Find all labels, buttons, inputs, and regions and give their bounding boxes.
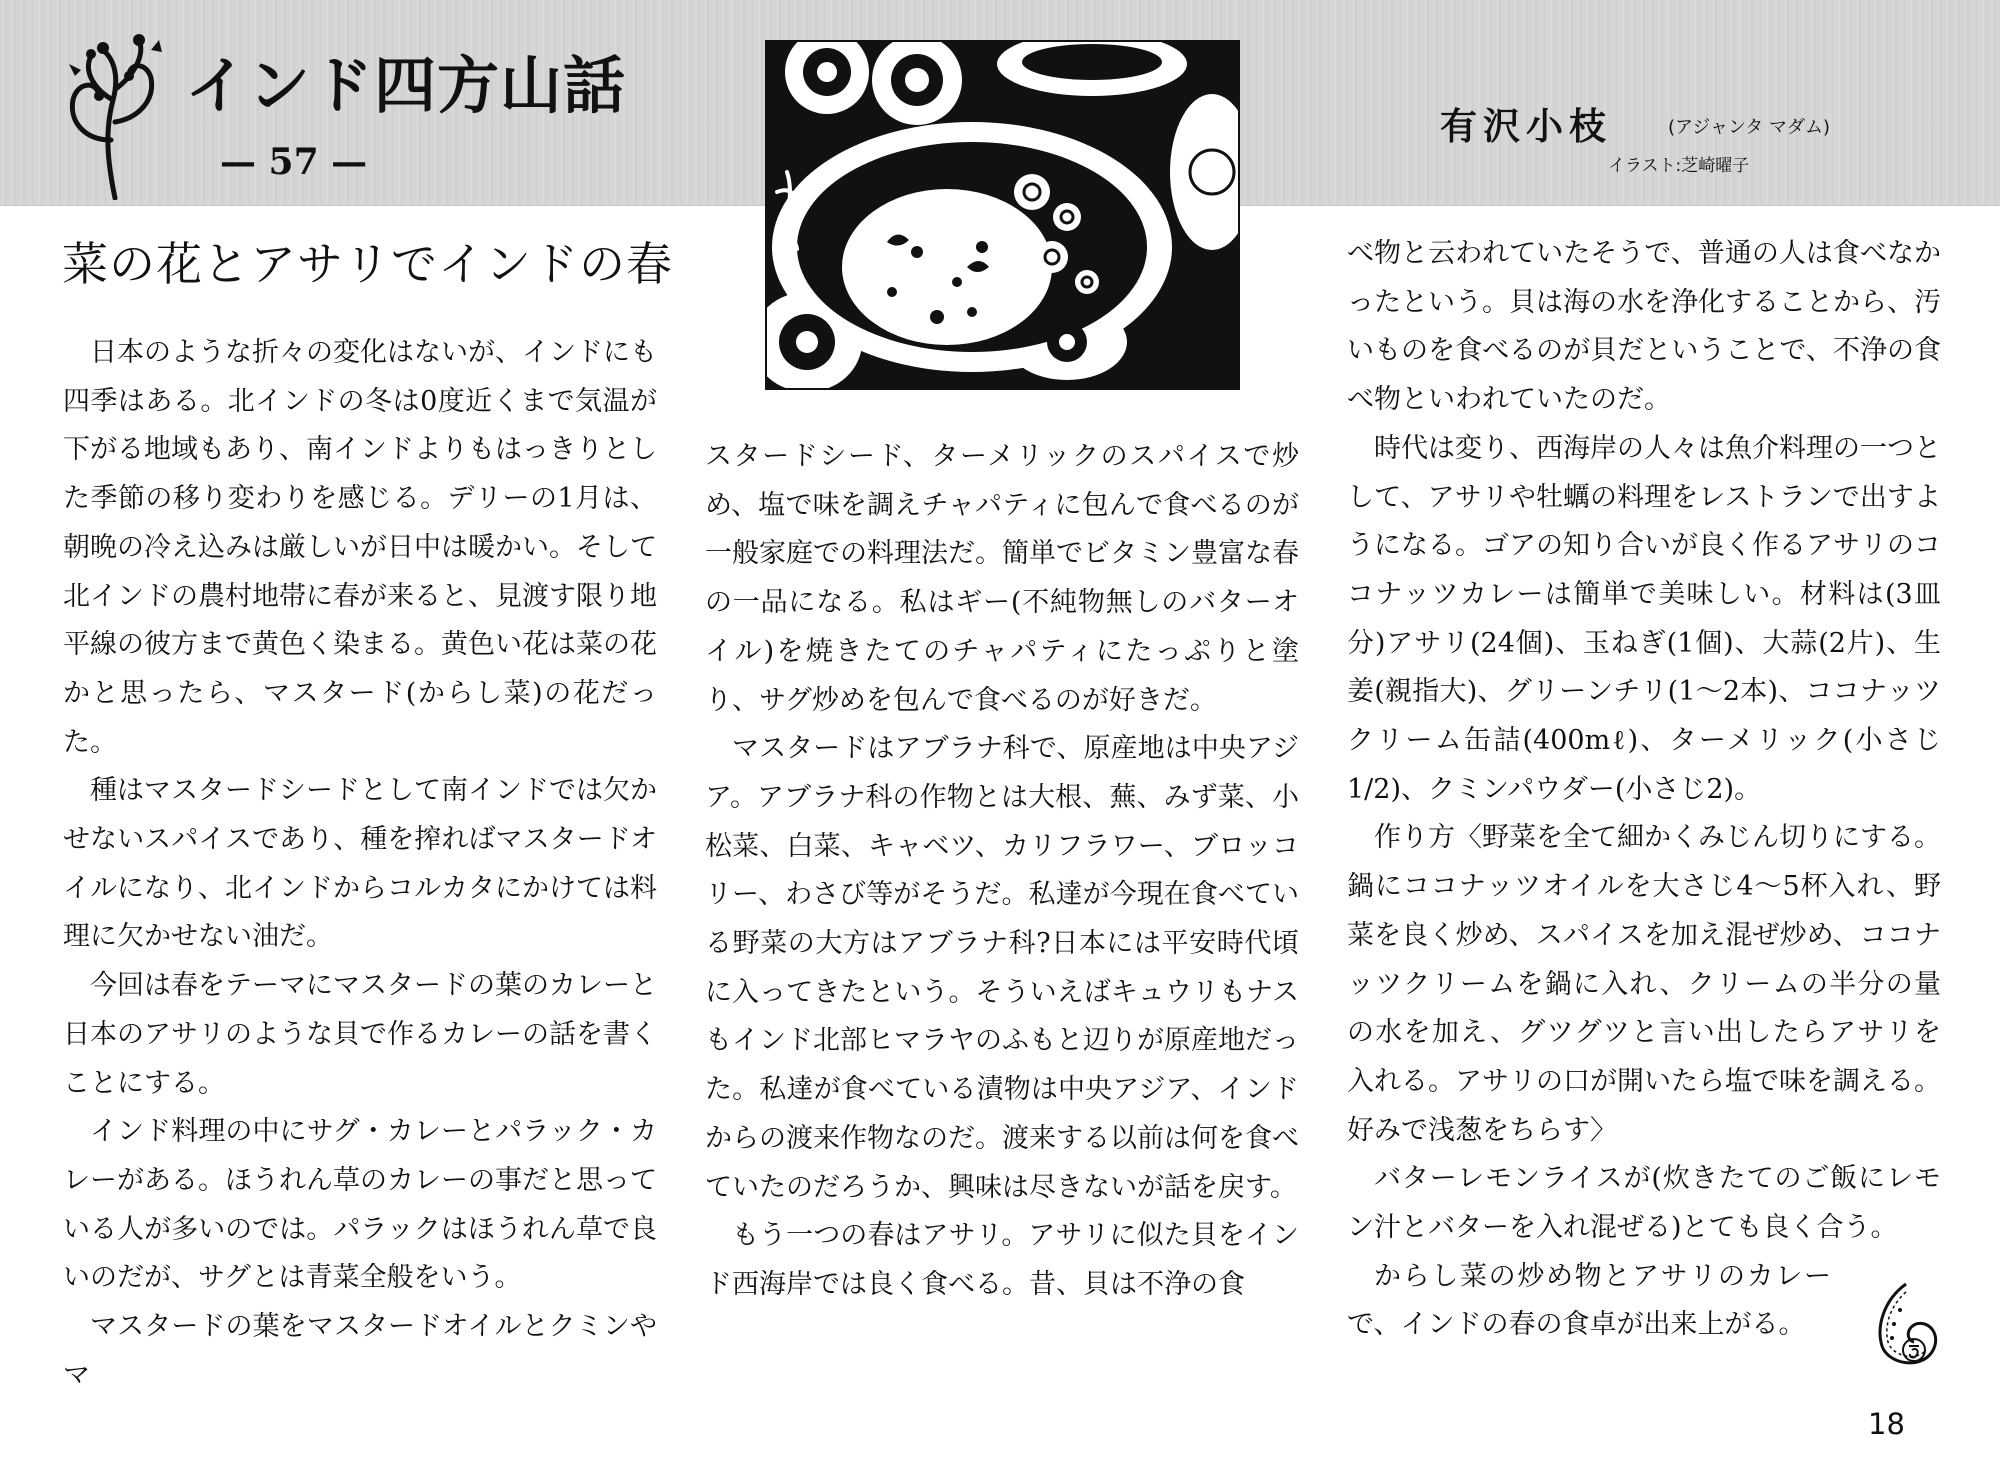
food-plates-illustration — [765, 40, 1240, 390]
paragraph: バターレモンライスが(炊きたてのご飯にレモン汁とバターを入れ混ぜる)とても良く合う。 — [1347, 1163, 1941, 1244]
illustrator-credit: イラスト:芝崎曜子 — [1608, 156, 1750, 176]
paragraph: からし菜の炒め物とアサリのカレーで、インドの春の食卓が出来上がる。 — [1347, 1260, 1831, 1341]
paragraph: 作り方〈野菜を全て細かくみじん切りにする。鍋にココナッツオイルを大さじ4〜5杯入れ、野菜を良く炒め、スパイスを加え混ぜ炒め、ココナッツクリームを鍋に入れ、クリームの半分の量の水を加え、グツグツと言い出したらアサリを入れる。アサリの口が開いたら塩で味を調える。好みで浅葱をちらす〉 — [1347, 822, 1941, 1146]
episode-number: — 57 — — [220, 141, 368, 183]
paragraph: マスタードはアブラナ科で、原産地は中央アジア。アブラナ科の作物とは大根、蕪、みず菜、小松菜、白菜、キャベツ、カリフラワー、ブロッコリー、わさび等がそうだ。私達が今現在食べている野菜の大方はアブラナ科?日本には平安時代頃に入ってきたという。そういえばキュウリもナスもインド北部ヒマラヤのふもと辺りが原産地だった。私達が食べている漬物は中央アジア、インドからの渡来作物なのだ。渡来する以前は何を食べていたのだろうか、興味は尽きないが話を戻す。 — [705, 733, 1299, 1203]
author-role: (アジャンタ マダム) — [1668, 117, 1830, 138]
author-name: 有沢小枝 — [1440, 104, 1612, 148]
paisley-stamp-icon — [1870, 1280, 1942, 1372]
paragraph: 日本のような折々の変化はないが、インドにも四季はある。北インドの冬は0度近くまで気温が下がる地域もあり、南インドよりもはっきりとした季節の移り変わりを感じる。デリーの1月は、朝晩の冷え込みは厳しいが日中は暖かい。そして北インドの農村地帯に春が来ると、見渡す限り地平線の彼方まで黄色く染まる。黄色い花は菜の花かと思ったら、マスタード(からし菜)の花だった。 — [63, 337, 657, 758]
page-number: 18 — [1868, 1407, 1905, 1441]
paragraph: もう一つの春はアサリ。アサリに似た貝をインド西海岸では良く食べる。昔、貝は不浄の食 — [705, 1220, 1299, 1300]
floral-ornament-icon — [55, 30, 175, 200]
paragraph-continued: スタードシード、ターメリックのスパイスで炒め、塩で味を調えチャパティに包んで食べるのが一般家庭での料理法だ。簡単でビタミン豊富な春の一品になる。私はギー(不純物無しのバターオイル)を焼きたてのチャパティにたっぷりと塗り、サグ炒めを包んで食べるのが好きだ。 — [705, 441, 1299, 716]
paragraph: 種はマスタードシードとして南インドでは欠かせないスパイスであり、種を搾ればマスタードオイルになり、北インドからコルカタにかけては料理に欠かせない油だ。 — [63, 775, 657, 953]
text-column-3 — [1347, 230, 1941, 1350]
text-column-2 — [705, 433, 1299, 1310]
paragraph-continued: べ物と云われていたそうで、普通の人は食べなかったという。貝は海の水を浄化することから、汚いものを食べるのが貝だということで、不浄の食べ物といわれていたのだ。 — [1347, 238, 1941, 416]
article-title: 菜の花とアサリでインドの春 — [62, 237, 673, 291]
paragraph: 今回は春をテーマにマスタードの葉のカレーと日本のアサリのような貝で作るカレーの話を書くことにする。 — [63, 970, 657, 1099]
paragraph: マスタードの葉をマスタードオイルとクミンやマ — [63, 1311, 657, 1391]
text-column-1 — [63, 329, 657, 1400]
paragraph: インド料理の中にサグ・カレーとパラック・カレーがある。ほうれん草のカレーの事だと思っている人が多いのでは。パラックはほうれん草で良いのだが、サグとは青菜全般をいう。 — [63, 1116, 657, 1294]
paragraph: 時代は変り、西海岸の人々は魚介料理の一つとして、アサリや牡蠣の料理をレストランで出すようになる。ゴアの知り合いが良く作るアサリのココナッツカレーは簡単で美味しい。材料は(3皿分)アサリ(24個)、玉ねぎ(1個)、大蒜(2片)、生姜(親指大)、グリーンチリ(1〜2本)、ココナッツクリーム缶詰(400mℓ)、ターメリック(小さじ1/2)、クミンパウダー(小さじ2)。 — [1347, 432, 1941, 805]
series-title: インド四方山話 — [185, 49, 627, 122]
